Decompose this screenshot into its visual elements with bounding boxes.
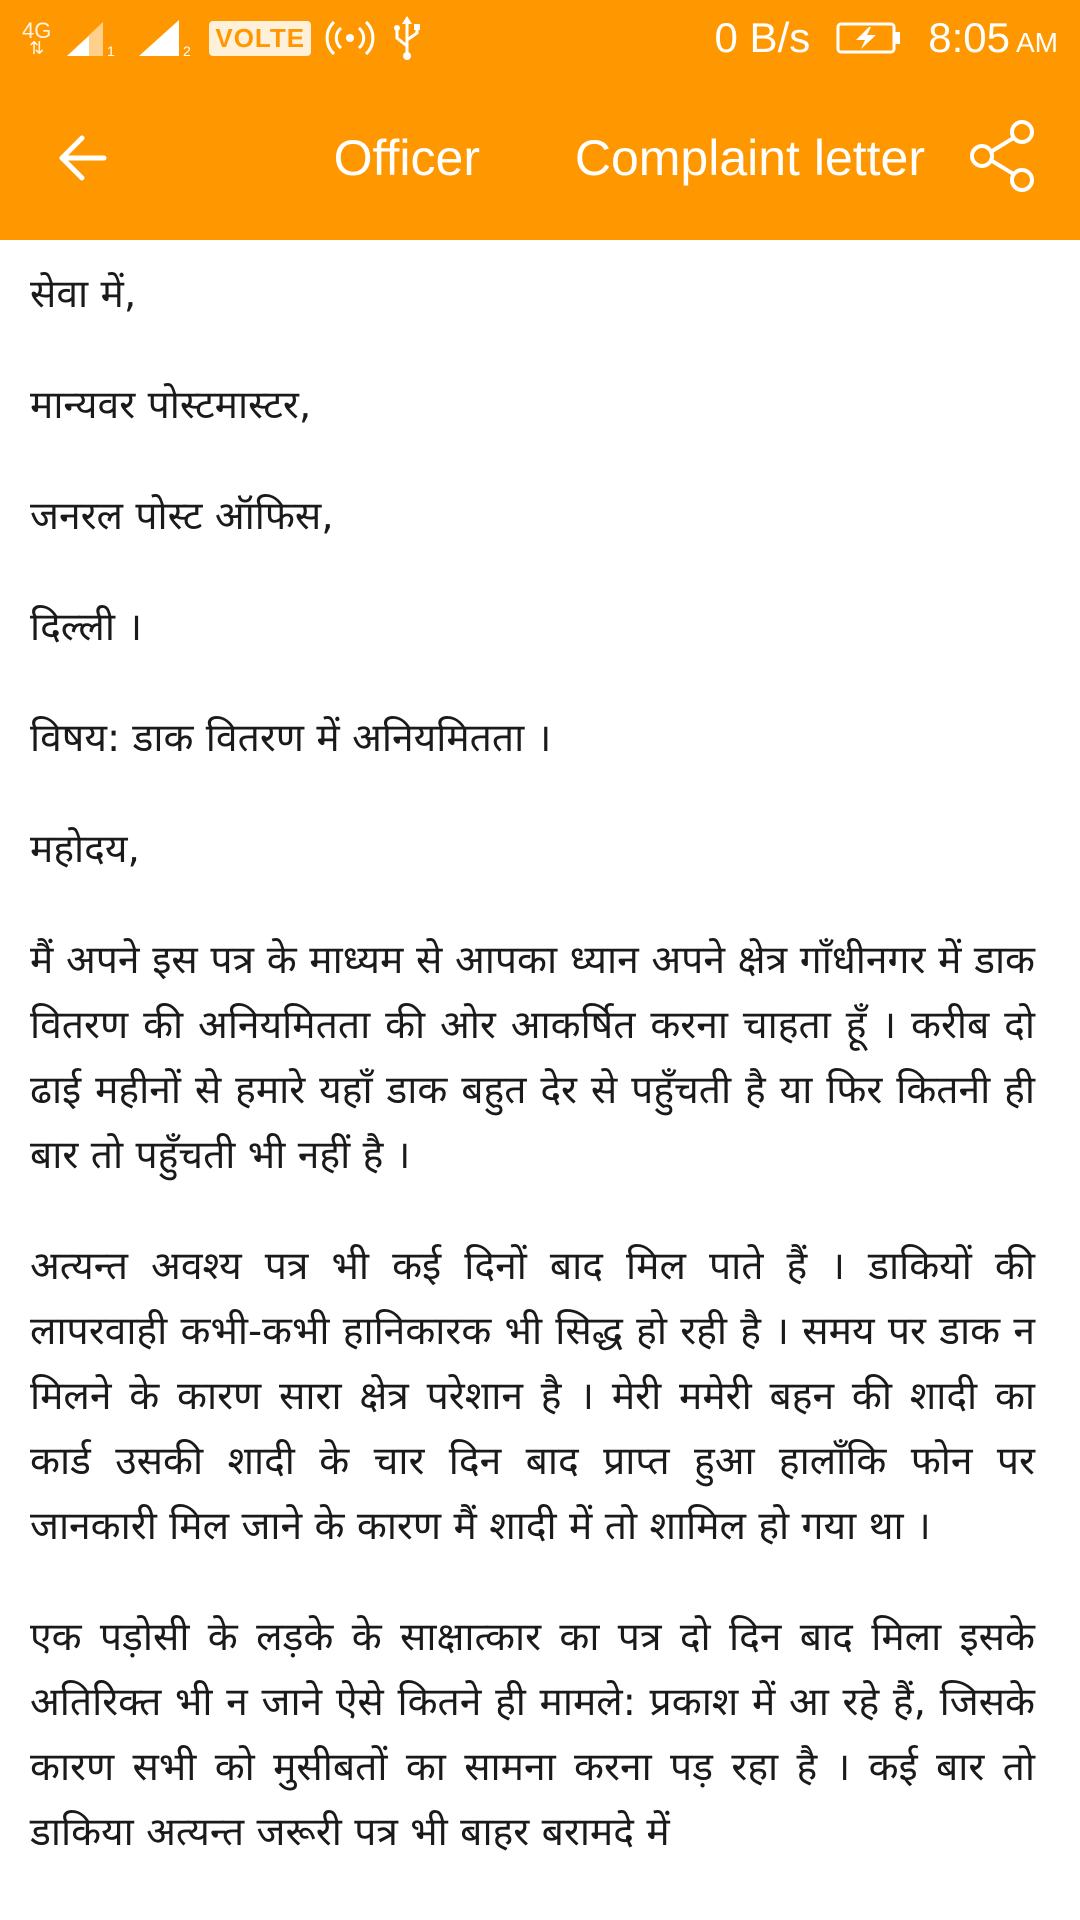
letter-salutation: महोदय, — [30, 827, 140, 872]
letter-subject: विषय: डाक वितरण में अनियमितता । — [30, 716, 552, 761]
letter-office: जनरल पोस्ट ऑफिस, — [30, 494, 334, 539]
letter-paragraph-2: अत्यन्त अवश्य पत्र भी कई दिनों बाद मिल पाते हैं । डाकियों की लापरवाही कभी-कभी हानिकारक भी सिद्ध हो रही है । समय पर डाक न मिलने के कारण सारा क्षेत्र परेशान है । मेरी ममेरी बहन की शादी का कार्ड उसकी शादी के चार दिन बाद प्राप्त हुआ हालाँकि फोन पर जानकारी मिल जाने के कारण मैं शादी में तो शामिल हो गया था । — [30, 1244, 1035, 1549]
letter-to: सेवा में, — [30, 272, 137, 317]
letter-content — [30, 262, 1035, 1911]
tab-officer[interactable]: Officer — [333, 130, 480, 186]
status-left-icons — [22, 12, 425, 64]
back-button[interactable] — [46, 122, 118, 194]
app-bar — [0, 100, 1080, 216]
letter-recipient: मान्यवर पोस्टमास्टर, — [30, 383, 312, 428]
clock: 8:05 AM — [928, 14, 1058, 61]
4g-icon: 4G ⇅ — [22, 18, 52, 58]
letter-city: दिल्ली । — [30, 605, 143, 650]
letter-paragraph-3: एक पड़ोसी के लड़के के साक्षात्कार का पत्र दो दिन बाद मिला इसके अतिरिक्त भी न जाने ऐसे कितने ही मामले: प्रकाश में आ रहे हैं, जिसके कारण सभी को मुसीबतों का सामना करना पड़ रहा है । कई बार तो डाकिया अत्यन्त जरूरी पत्र भी बाहर बरामदे में — [30, 1615, 1035, 1855]
tab-complaint-letter[interactable]: Complaint letter — [574, 130, 925, 186]
share-icon — [964, 118, 1040, 194]
data-speed: 0 B/s — [714, 14, 811, 61]
letter-paragraph-1: मैं अपने इस पत्र के माध्यम से आपका ध्यान अपने क्षेत्र गाँधीनगर में डाक वितरण की अनियमितता की ओर आकर्षित करना चाहता हूँ । करीब दो ढाई महीनों से हमारे यहाँ डाक बहुत देर से पहुँचती है या फिर कितनी ही बार तो पहुँचती भी नहीं है । — [30, 938, 1035, 1178]
svg-text:1: 1 — [107, 43, 116, 58]
usb-icon — [389, 16, 425, 60]
signal-sim2-icon — [135, 18, 197, 58]
page-tabs — [170, 100, 940, 216]
signal-sim1-icon — [63, 18, 123, 58]
status-right — [715, 10, 1058, 66]
volte-badge: VOLTE — [209, 21, 311, 56]
hotspot-icon — [323, 18, 377, 58]
svg-text:2: 2 — [183, 43, 192, 58]
arrow-back-icon — [56, 132, 108, 184]
share-button[interactable] — [960, 114, 1044, 198]
battery-charging-icon — [836, 21, 902, 55]
top-bar — [0, 0, 1080, 240]
status-bar — [0, 0, 1080, 75]
